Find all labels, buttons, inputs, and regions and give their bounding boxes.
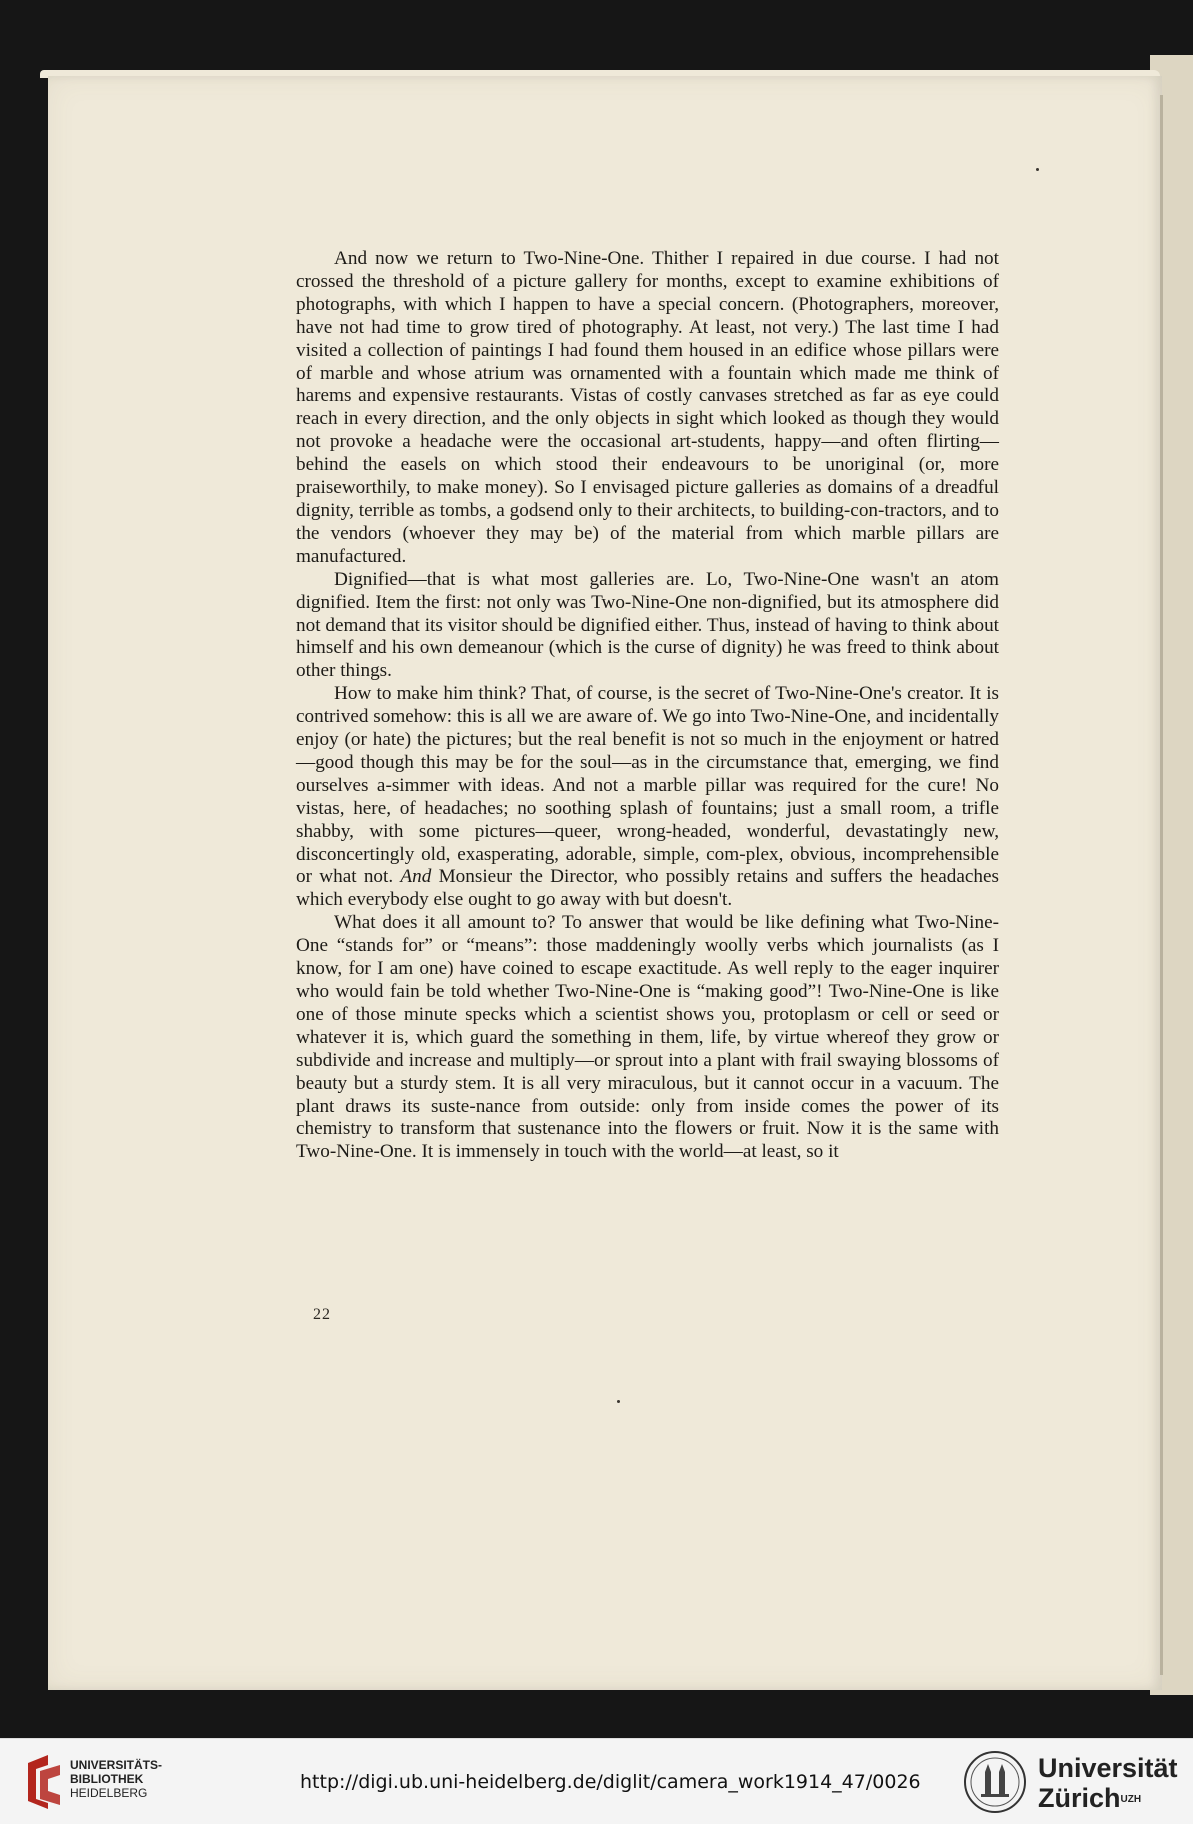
university-name xyxy=(1038,1753,1178,1813)
paper-speck xyxy=(617,1400,620,1403)
paragraph-2: Dignified—that is what most galleries are. Lo, Two-Nine-One wasn't an atom dignified. Item the first: not only was Two-Nine-One non-dignified, but its atmosphere did not demand that its visitor should be dignified either. Thus, instead of having to think about himself and his own demeanour (which is the curse of dignity) he was freed to think about other things. xyxy=(296,568,999,682)
library-name xyxy=(70,1758,162,1800)
university-name-line2-wrap xyxy=(1038,1783,1178,1813)
university-name-line1: Universität xyxy=(1038,1753,1178,1783)
paragraph-1: And now we return to Two-Nine-One. Thither I repaired in due course. I had not crossed the threshold of a picture gallery for months, except to examine exhibitions of photographs, with which I happen to have a special concern. (Photographers, moreover, have not had time to grow tired of photography. At least, not very.) The last time I had visited a collection of paintings I had found them housed in an edifice whose pillars were of marble and whose atrium was ornamented with a fountain which made me think of harems and expensive restaurants. Vistas of costly canvases stretched as far as eye could reach in every direction, and the only objects in sight which looked as though they would not provoke a headache were the occasional art-students, happy—and often flirting—behind the easels on which stood their endeavours to be unoriginal (or, more praiseworthily, to make money). So I envisaged picture galleries as domains of a dreadful dignity, terrible as tombs, a godsend only to their architects, to building-con-tractors, and to the vendors (whoever they may be) of the material from which marble pillars are manufactured. xyxy=(296,248,999,567)
library-name-line3: HEIDELBERG xyxy=(70,1786,148,1800)
library-name-line1: UNIVERSITÄTS- xyxy=(70,1758,163,1772)
viewer-footer xyxy=(0,1738,1193,1824)
paragraph-4: What does it all amount to? To answer that would be like defining what Two-Nine-One “stands for” or “means”: those maddeningly woolly verbs which journalists (as I know, for I am one) have coined to escape exactitude. As well reply to the eager inquirer who would fain be told whether Two-Nine-One is “making good”! Two-Nine-One is like one of those minute specks which a scientist shows you, protoplasm or cell or seed or whatever it is, which guard the something in them, life, by virtue whereof they grow or subdivide and increase and multiply—or sprout into a plant with frail swaying blossoms of beauty but a sturdy stem. It is all very miraculous, but it cannot occur in a vacuum. The plant draws its suste-nance from outside: only from inside comes the power of its chemistry to transform that sustenance into the flowers or fruit. Now it is the same with Two-Nine-One. It is immensely in touch with the world—at least, so it xyxy=(296,912,999,1163)
university-name-line2: Zürich xyxy=(1038,1783,1121,1813)
library-name-line2: BIBLIOTHEK xyxy=(70,1772,144,1786)
paragraph-3-body: How to make him think? That, of course, is the secret of Two-Nine-One's creator. It is contrived somehow: this is all we are aware of. We go into Two-Nine-One, and incidentally enjoy (or hate) the pictures; but the real benefit is not so much in the enjoyment or hatred—good though this may be for the soul—as in the circumstance that, emerging, we find ourselves a-simmer with ideas. And not a marble pillar was required for the cure! No vistas, here, of headaches; no soothing splash of fountains; just a small room, a trifle shabby, with some pictures—queer, wrong-headed, wonderful, devastatingly new, disconcertingly old, exasperating, adorable, simple, com-plex, obvious, incomprehensible or what not. xyxy=(296,683,999,888)
paragraph-3 xyxy=(296,683,999,912)
uzh-seal-icon xyxy=(963,1750,1027,1814)
heidelberg-library-logo xyxy=(26,1753,62,1811)
paragraph-3-tail: Monsieur the Director, who possibly retains and suffers the headaches which everybody else ought to go away with but doesn't. xyxy=(296,866,999,911)
permalink-url[interactable]: http://digi.ub.uni-heidelberg.de/diglit/camera_work1914_47/0026 xyxy=(300,1771,921,1793)
page-edge-shadow xyxy=(1160,95,1163,1675)
paper-speck xyxy=(1036,168,1039,171)
paragraph-3-emphasis: And xyxy=(400,866,432,888)
article-text xyxy=(296,248,999,1164)
page-number: 22 xyxy=(313,1306,331,1323)
university-abbr: UZH xyxy=(1120,1794,1142,1805)
